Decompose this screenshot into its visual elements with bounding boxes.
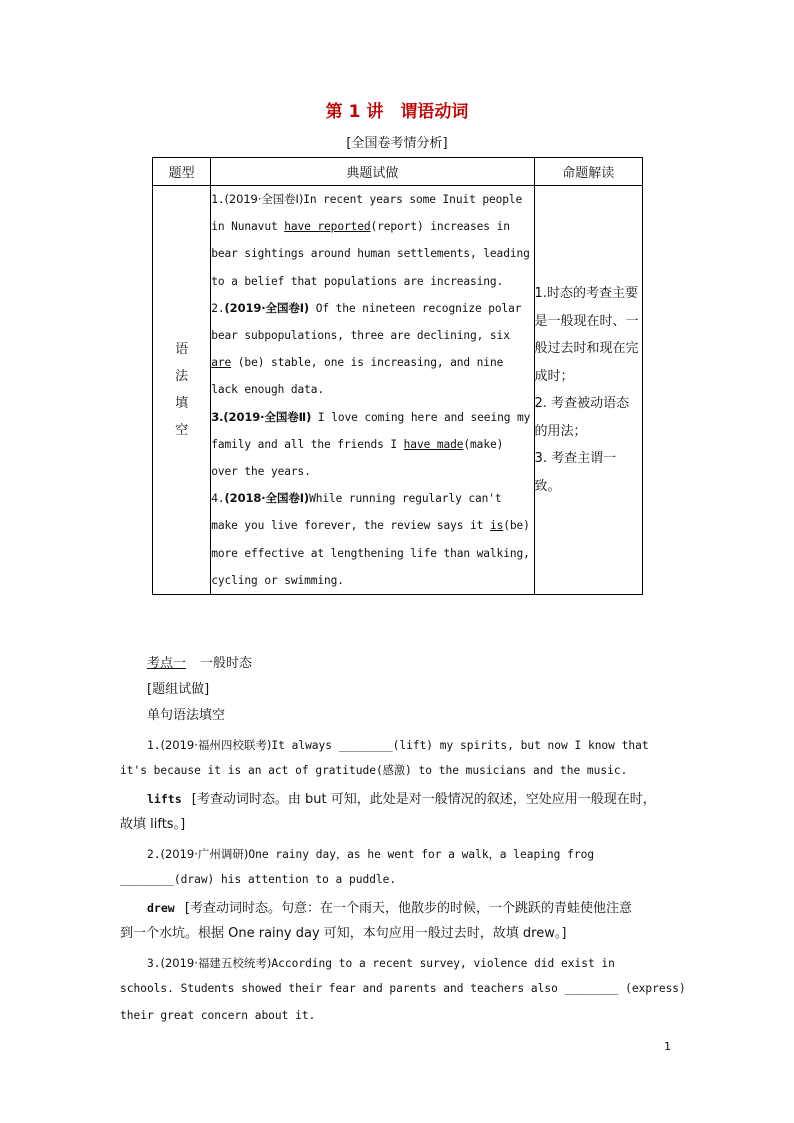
example-item-4: 4.(2018·全国卷Ⅰ)While running regularly can't make you live forever, the review says it is(be) more effective at lengthening life than walking, cycling or swimming. [211,491,530,587]
answer-underline: is [489,519,504,533]
note-item: 2. 考查被动语态的用法； [534,396,630,439]
table-caption: [全国卷考情分析] [346,136,448,151]
answer-underline: have reported [284,220,371,234]
page-number: 1 [664,1040,671,1053]
category-cell [153,186,211,595]
category-char: 空 [175,423,189,439]
category-char: 法 [175,369,189,385]
answer-underline: have made [403,437,464,451]
header-question-type: 题型 [153,158,211,186]
group-label: [题组试做] [147,682,210,697]
section-name: 一般时态 [200,656,253,671]
table-header-row [153,158,643,186]
example-item-2: 2.(2019·全国卷Ⅰ) Of the nineteen recognize polar bear subpopulations, three are declining, six are (be) stable, one is increasing, and nine lack enough data. [211,300,522,397]
note-item: 1.时态的考查主要是一般现在时、一般过去时和现在完成时； [534,286,639,384]
section-tag: 考点一 [147,656,187,671]
table-row [153,186,643,595]
question-1-line-2: it's because it is an act of gratitude(感激) to the musicians and the music. [120,764,628,777]
header-interpretation: 命题解读 [534,158,642,186]
question-1-line-1: 1.(2019·福州四校联考)It always ________(lift) my spirits, but now I know that [147,738,649,752]
answer-1-line-2: 故填 lifts。] [120,817,186,832]
example-item-1: 1.(2019·全国卷Ⅰ)In recent years some Inuit people in Nunavut have reported(report) increases in bear sightings around human settlements, leading to a belief that populations are increasing. [211,192,530,288]
exam-analysis-table [152,157,643,595]
answer-2-line-2: 到一个水坑。根据 One rainy day 可知，本句应用一般过去时，故填 drew。] [120,926,567,941]
answer-underline: are [211,356,232,370]
question-3-line-2: schools. Students showed their fear and parents and teachers also ________ (express) [120,982,686,995]
category-char: 填 [175,396,189,412]
section-heading [147,652,252,671]
page-title: 第 1 讲 谓语动词 [325,102,469,122]
examples-cell [211,186,534,595]
note-item: 3. 考查主谓一致。 [534,451,617,494]
interpretation-cell [534,186,642,595]
question-2-line-2: ________(draw) his attention to a puddle. [120,873,397,886]
header-examples: 典题试做 [211,158,534,186]
question-3-line-1: 3.(2019·福建五校统考)According to a recent survey, violence did exist in [147,956,615,970]
question-2-line-1: 2.(2019·广州调研)One rainy day，as he went for a walk，a leaping frog [147,847,595,861]
example-item-3: 3.(2019·全国卷Ⅱ) I love coming here and seeing my family and all the friends I have made(make) over the years. [211,409,531,479]
exercise-type: 单句语法填空 [147,708,226,723]
question-3-line-3: their great concern about it. [120,1009,316,1022]
category-char: 语 [175,342,189,358]
answer-2-line-1: drew [考查动词时态。句意：在一个雨天，他散步的时候，一个跳跃的青蛙使他注意 [147,901,632,916]
answer-1-line-1: lifts [考查动词时态。由 but 可知，此处是对一般情况的叙述，空处应用一般现在时， [147,792,656,807]
